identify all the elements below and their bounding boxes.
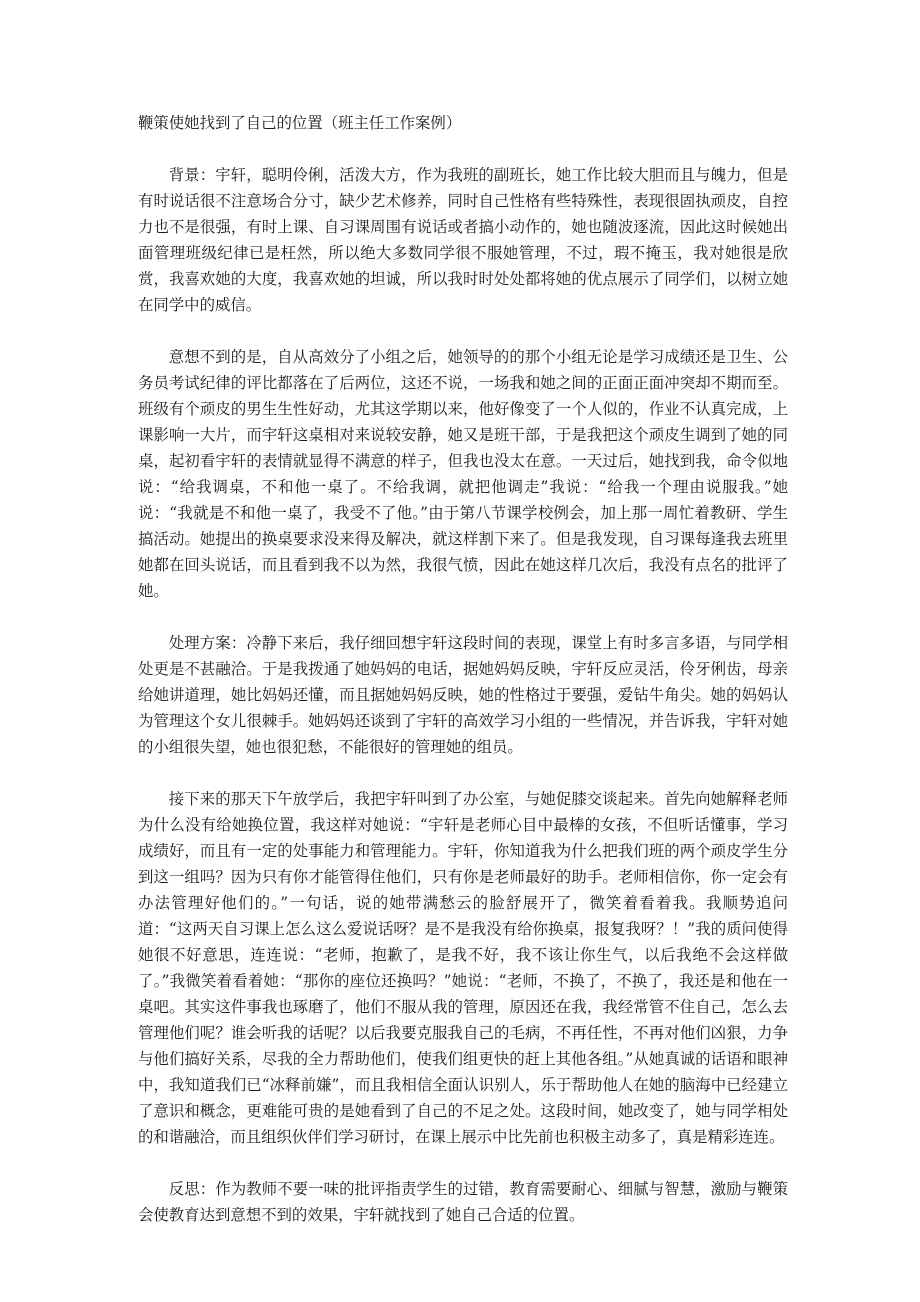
paragraph-handling-plan: 处理方案：冷静下来后，我仔细回想宇轩这段时间的表现，课堂上有时多言多语，与同学相处更是不甚融洽。于是我拨通了她妈妈的电话，据她妈妈反映，宇轩反应灵活，伶牙俐齿，母亲给她讲道理，她比妈妈还懂，而且据她妈妈反映，她的性格过于要强，爱钻牛角尖。她的妈妈认为管理这个女儿很棘手。她妈妈还谈到了宇轩的高效学习小组的一些情况，并告诉我，宇轩对她的小组很失望，她也很犯愁，不能很好的管理她的组员。 <box>138 634 788 756</box>
document-body <box>138 110 788 1254</box>
paragraph-conversation: 接下来的那天下午放学后，我把宇轩叫到了办公室，与她促膝交谈起来。首先向她解释老师为什么没有给她换位置，我这样对她说：“宇轩是老师心目中最棒的女孩，不但听话懂事，学习成绩好，而且有一定的处事能力和管理能力。宇轩，你知道我为什么把我们班的两个顽皮学生分到这一组吗？因为只有你才能管得住他们，只有你是老师最好的助手。老师相信你，你一定会有办法管理好他们的。”一句话，说的她带满愁云的脸舒展开了，微笑着看着我。我顺势追问道：“这两天自习课上怎么这么爱说话呀？是不是我没有给你换桌，报复我呀？！”我的质问使得她很不好意思，连连说：“老师，抱歉了，是我不好，我不该让你生气，以后我绝不会这样做了。”我微笑着看着她：“那你的座位还换吗？”她说：“老师，不换了，不换了，我还是和他在一桌吧。其实这件事我也琢磨了，他们不服从我的管理，原因还在我，我经常管不住自己，怎么去管理他们呢？谁会听我的话呢？以后我要克服我自己的毛病，不再任性，不再对他们凶狠，力争与他们搞好关系，尽我的全力帮助他们，使我们组更快的赶上其他各组。”从她真诚的话语和眼神中，我知道我们已“冰释前嫌”，而且我相信全面认识别人，乐于帮助他人在她的脑海中已经建立了意识和概念，更难能可贵的是她看到了自己的不足之处。这段时间，她改变了，她与同学相处的和谐融洽，而且组织伙伴们学习研讨，在课上展示中比先前也积极主动多了，真是精彩连连。 <box>138 790 788 1146</box>
document-title: 鞭策使她找到了自己的位置（班主任工作案例） <box>138 114 462 132</box>
paragraph-background: 背景：宇轩，聪明伶俐，活泼大方，作为我班的副班长，她工作比较大胆而且与魄力，但是有时说话很不注意场合分寸，缺少艺术修养，同时自己性格有些特殊性，表现很固执顽皮，自控力也不是很强，有时上课、自习课周围有说话或者搞小动作的，她也随波逐流，因此这时候她出面管理班级纪律已是枉然，所以绝大多数同学很不服她管理，不过，瑕不掩玉，我对她很是欣赏，我喜欢她的大度，我喜欢她的坦诚，所以我时时处处都将她的优点展示了同学们，以树立她在同学中的威信。 <box>138 166 788 314</box>
paragraph-reflection: 反思：作为教师不要一味的批评指责学生的过错，教育需要耐心、细腻与智慧，激励与鞭策会使教育达到意想不到的效果，宇轩就找到了她自己合适的位置。 <box>138 1180 788 1224</box>
paragraph-conflict: 意想不到的是，自从高效分了小组之后，她领导的的那个小组无论是学习成绩还是卫生、公务员考试纪律的评比都落在了后两位，这还不说，一场我和她之间的正面正面冲突却不期而至。班级有个顽皮的男生生性好动，尤其这学期以来，他好像变了一个人似的，作业不认真完成，上课影响一大片，而宇轩这桌相对来说较安静，她又是班干部，于是我把这个顽皮生调到了她的同桌，起初看宇轩的表情就显得不满意的样子，但我也没太在意。一天过后，她找到我，命令似地说：“给我调桌，不和他一桌了。不给我调，就把他调走”我说：“给我一个理由说服我。”她说：“我就是不和他一桌了，我受不了他。”由于第八节课学校例会，加上那一周忙着教研、学生搞活动。她提出的换桌要求没来得及解决，就这样割下来了。但是我发现，自习课每逢我去班里她都在回头说话，而且看到我不以为然，我很气愤，因此在她这样几次后，我没有点名的批评了她。 <box>138 348 788 600</box>
